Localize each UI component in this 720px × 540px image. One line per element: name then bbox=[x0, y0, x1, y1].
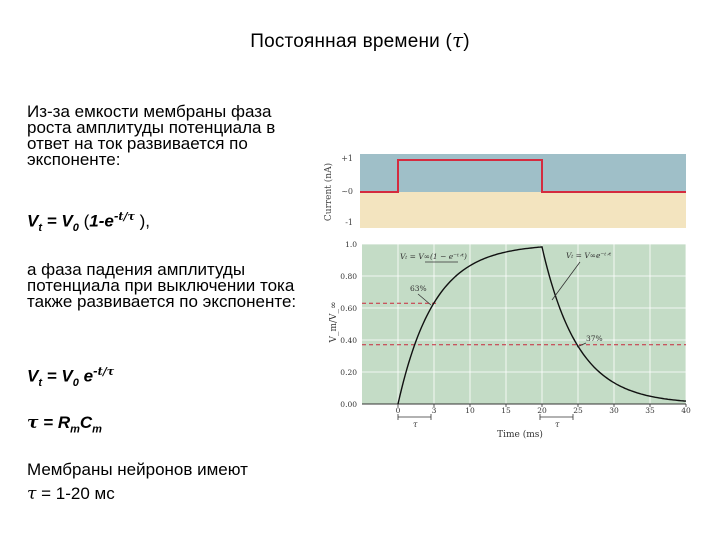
title-tau-symbol: τ bbox=[451, 28, 464, 52]
current-lower-bg bbox=[360, 192, 686, 228]
y-tick-label: 0.00 bbox=[340, 400, 357, 409]
y-tick-label: 0.40 bbox=[340, 336, 357, 345]
x-tick-label: 25 bbox=[573, 406, 583, 415]
title-text: Постоянная времени ( bbox=[250, 31, 452, 52]
x-tick-label: 0 bbox=[395, 406, 401, 415]
x-tick-label: 30 bbox=[609, 406, 619, 415]
voltage-xlabel: Time (ms) bbox=[497, 430, 543, 440]
membrane-tau: τ bbox=[27, 484, 37, 504]
paragraph-decay: а фаза падения амплитуды потенциала при выключении тока также развивается по экспоненте: bbox=[27, 260, 297, 311]
x-tick-label: 35 bbox=[645, 406, 655, 415]
annotation-37pct: 37% bbox=[586, 334, 603, 343]
annotation-rise-eq: Vₜ = V∞(1 − e⁻ᵗᐟᵗ) bbox=[400, 252, 467, 261]
y-tick-label: 1.0 bbox=[345, 240, 357, 249]
membrane-text: Мембраны нейронов имеют bbox=[27, 460, 248, 479]
x-tick-label: 3 bbox=[431, 406, 437, 415]
voltage-panel bbox=[329, 240, 691, 440]
current-tick-plus: +1 bbox=[341, 154, 353, 163]
voltage-ylabel: V_m/V_∞ bbox=[329, 301, 339, 343]
x-tick-label: 15 bbox=[501, 406, 511, 415]
current-tick-minus: -1 bbox=[345, 218, 353, 227]
formula-decay: $V_t = V_0$ $e^{-t/\tau}$ bbox=[27, 365, 115, 390]
annotation-63pct: 63% bbox=[410, 284, 427, 293]
y-tick-label: 0.80 bbox=[340, 272, 357, 281]
formula-tau: $\tau = R_mC_m$ bbox=[27, 413, 102, 436]
voltage-yticks bbox=[340, 240, 357, 409]
x-tick-label: 20 bbox=[537, 406, 547, 415]
tau-label-fall: τ bbox=[555, 420, 560, 429]
title-close: ) bbox=[463, 31, 470, 52]
x-tick-label: 40 bbox=[681, 406, 691, 415]
membrane-range-value: = 1-20 мс bbox=[36, 484, 115, 503]
x-tick-label: 10 bbox=[465, 406, 475, 415]
formula-rise: $V_t = V_0$ ($1-e^{-t/\tau}$ ), bbox=[27, 210, 151, 235]
voltage-bg bbox=[362, 244, 686, 404]
paragraph-rise: Из-за емкости мембраны фаза роста амплитуды потенциала в ответ на ток развивается по экспоненте: bbox=[27, 102, 276, 169]
y-tick-label: 0.20 bbox=[340, 368, 357, 377]
current-tick-zero: ~0 bbox=[341, 187, 353, 196]
y-tick-label: 0.60 bbox=[340, 304, 357, 313]
voltage-xticks bbox=[396, 404, 691, 415]
tau-label-rise: τ bbox=[413, 420, 418, 429]
current-panel bbox=[323, 154, 686, 228]
annotation-fall-eq: Vₜ = V∞e⁻ᵗᐟᵗ bbox=[566, 251, 612, 260]
current-ylabel: Current (nA) bbox=[324, 162, 334, 222]
